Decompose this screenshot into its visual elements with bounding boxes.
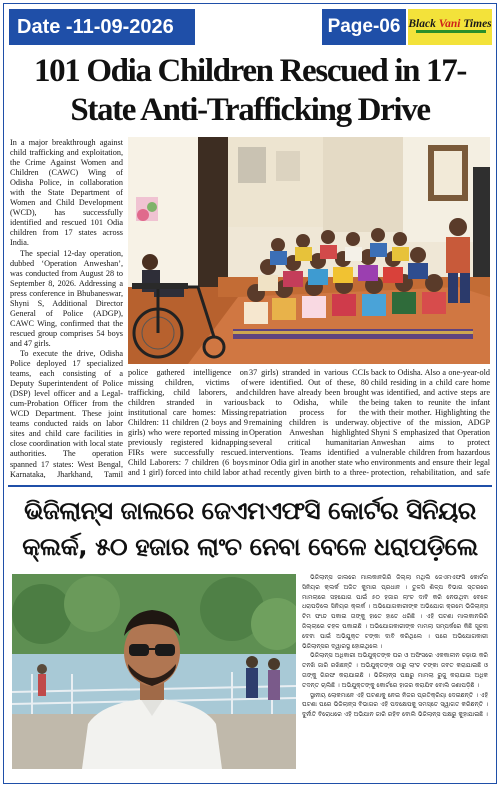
rescued-children-illustration: [128, 137, 490, 364]
page-number: Page-06: [322, 9, 406, 45]
article-headline: 101 Odia Children Rescued in 17-State Anti-Trafficking Drive: [34, 53, 466, 128]
article-paragraph: police gathered intelligence on missing children, victims of trafficking, child laborers, and children stranded in various institutional care homes: Missing Children: 11 children (2 boys and 9 girls) who were reported missing in previously registered kidnapping FIRs were successfully rescued. Child Laborers: 7 children (6 boys and 1 girl) forced into child labor at: [128, 368, 248, 478]
article-paragraph: 37 girls) stranded in various CCIs were identified. Out of these, 80 children have already been brought back to Odisha, while the repatriation process for the remaining children is underway. Operation Anweshan highlighted several critical humanitarian interventions. Teams identified a minor Odia girl in another state who had recently given birth to a three-: [249, 368, 369, 478]
odia-article-body: [302, 573, 488, 771]
accused-portrait-photo: [12, 574, 296, 769]
article-paragraph: back to Odisha. Also a one-year-old child residing in a child care home was identified, and active steps are being taken to reunite the infant with their mother. Highlighting the objective of the mission, ADGP Shyni S emphasized that Operation Anweshan aims to protect vulnerable children from hazardous environments and ensure their legal protection, rehabilitation, and safe: [371, 368, 490, 478]
article-paragraph: The special 12-day operation, dubbed ‘Operation Anweshan’, was conducted from August 28 to September 8, 2026. Addressing a press conference in Bhubaneswar, Shyni S, Additional Director General of Police (ADGP), CAWC Wing, confirmed that the rescued group comprises 54 boys and 47 girls.: [10, 248, 123, 348]
date-label: Date -11-09-2026: [9, 9, 195, 45]
logo-word-black: Black: [408, 18, 436, 30]
newspaper-logo: [408, 9, 492, 45]
odia-paragraph: ଭିଜିଲାନ୍ସ ଜାଲରେ ମାଲକାନଗିରି ଜିଲ୍ଲା ମଥିଲି ଜେଏମଏଫସି କୋର୍ଟର ସିନିୟର କ୍ଲର୍କ ଅଜିତ କୁମାର ପ୍ରଧାନ । ତୁଳସି ଶିଳ୍ପ ବିଭାଗ ସ୍ତରରେ ମାମଲାରେ ସହଯୋଗ ପାଇଁ ୫୦ ହଜାର ଲାଂଚ ଦାବି କରି ନେଉଥିବା ବେଳେ ଧରାପଡ଼ିଲେ ସିନିୟର କ୍ଲର୍କ । ଅଭିଯୋଗକାରୀଙ୍କ ଅଭିଯୋଗ କ୍ରମେ ଭିଜିଲାନ୍ସ ଟିମ ଫାନ୍ଦ ପକାଇ ତାଙ୍କୁ ହାତେ ହାତେ ଧରିଛି । ଏହି ଘଟଣା ମାଲକାନଗିରି ଜିଲ୍ଲାରେ ଚହଳ ପକାଇଛି । ଅଭିଯୋଗକାରୀଙ୍କ ମାମଲା ସମ୍ପର୍କରେ କିଛି ସୂଚନା ଦେବା ପାଇଁ ଅଭିଯୁକ୍ତ ଟଙ୍କା ଦାବି କରିଥିଲେ । ପରେ ଅଭିଯୋଗକାରୀ ଭିଜିଲାନ୍ସର ଦ୍ୱାରସ୍ଥ ହୋଇଥିଲେ ।: [302, 574, 488, 650]
article-column-1: [10, 138, 123, 478]
odia-headline: ଭିଜିଲାନ୍ସ ଜାଲରେ ଜେଏମଏଫସି କୋର୍ଟର ସିନିୟର କ୍ଲର୍କ, ୫୦ ହଜାର ଲାଂଚ ନେବା ବେଳେ ଧରାପଡ଼ିଲେ: [22, 496, 478, 561]
logo-word-vani: Vani: [438, 18, 461, 30]
article-column-4: [371, 368, 490, 480]
odia-paragraph: ଭିଜିଲାନ୍ସ ଅଧିକାରୀ ଅଭିଯୁକ୍ତଙ୍କ ଘର ଓ ଅଫିସରେ ଏକକାଳୀନ ଚଢ଼ାଉ କରି ତନଖି ଜାରି ରଖିଛନ୍ତି । ଅଭିଯୁକ୍ତଙ୍କ ଠାରୁ ଲାଂଚ ଟଙ୍କା ଜବତ କରାଯାଇଛି ଓ ତାଙ୍କୁ ଗିରଫ କରାଯାଇଛି । ଭିଜିଲାନ୍ସ ପକ୍ଷରୁ ମାମଲା ରୁଜୁ କରାଯାଇ ଅଧିକ ତଦନ୍ତ ଚାଲିଛି । ଅଭିଯୁକ୍ତଙ୍କୁ କୋର୍ଟରେ ହାଜର କରାଯିବ ବୋଲି ଜଣାପଡ଼ିଛି ।: [302, 652, 488, 689]
article-paragraph: To execute the drive, Odisha Police deployed 17 specialized teams, each consisting of a Deputy Superintendent of Police (DSP) level officer and a Legal-cum-Probation Officer from the WCD Department. These joint teams conducted raids on labor sites and child care facilities in close coordination with local state authorities. The operation spanned 17 states: West Bengal, Karnataka, Jharkhand, Tamil: [10, 348, 123, 478]
article-column-3: [249, 368, 369, 480]
logo-word-times: Times: [463, 18, 492, 30]
accused-portrait-illustration: [12, 574, 296, 769]
logo-underline: [416, 30, 486, 33]
odia-paragraph: ସ୍ଥାନୀୟ ଲୋକମାନେ ଏହି ଘଟଣାକୁ ନେଇ ନିଜର ପ୍ରତିକ୍ରିୟା ଦେଇଛନ୍ତି । ଏହି ଘଟଣା ପରେ ଭିଜିଲାନ୍ସ ବିଭାଗର ଏହି ପଦକ୍ଷେପକୁ ସମସ୍ତେ ସ୍ୱାଗତ କରିଛନ୍ତି । ଦୁର୍ନୀତି ବିରୋଧରେ ଏହି ଅଭିଯାନ ଜାରି ରହିବ ବୋଲି ଭିଜିଲାନ୍ସ ପକ୍ଷରୁ କୁହାଯାଇଛି ।: [302, 691, 488, 719]
rescued-children-photo: [128, 137, 490, 364]
section-divider: [8, 485, 492, 487]
article-column-2: [128, 368, 248, 480]
article-paragraph: In a major breakthrough against child trafficking and exploitation, the Crime Against Women and Children (CAWC) Wing of Odisha Police, in collaboration with the State Department of Women and Child Development (WCD), has successfully identified and rescued 101 Odia children from 17 states across India.: [10, 138, 123, 248]
